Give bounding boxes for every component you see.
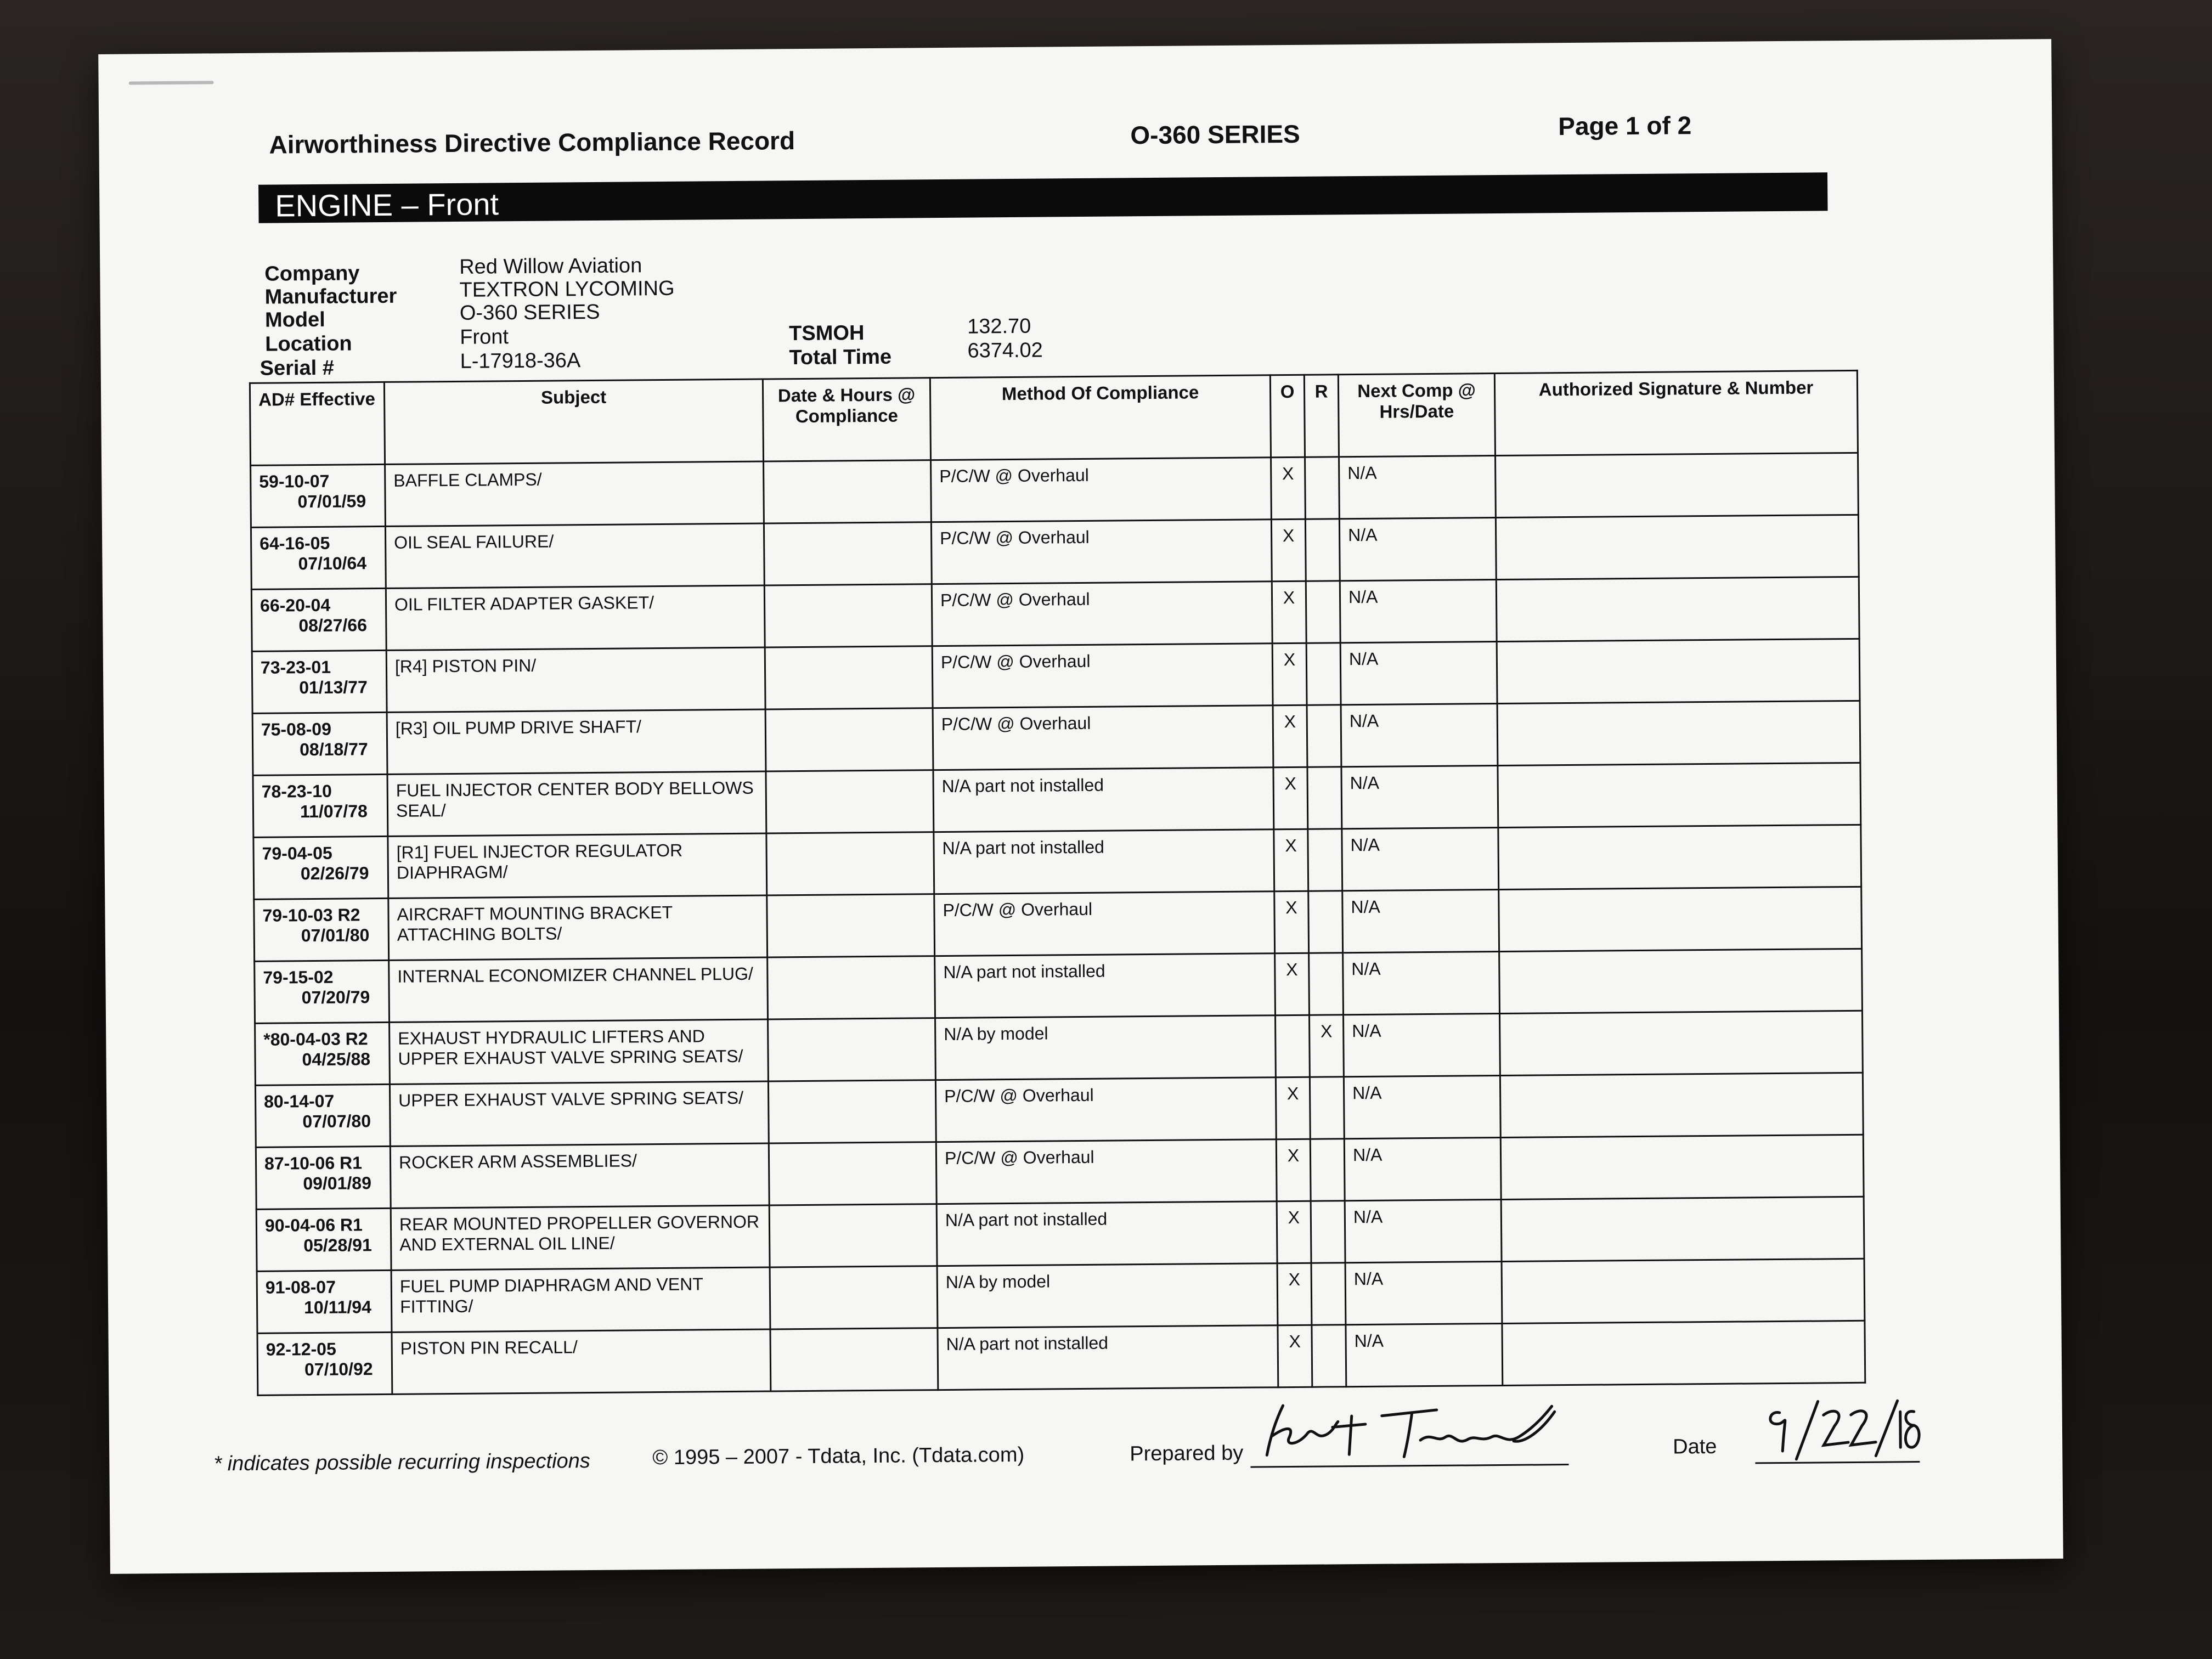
next-comp-cell: N/A (1344, 1076, 1500, 1139)
r-cell (1311, 1201, 1345, 1263)
serial-value: L-17918-36A (460, 349, 581, 373)
next-comp-cell: N/A (1343, 1014, 1500, 1077)
method-cell: P/C/W @ Overhaul (931, 458, 1272, 522)
signature-cell (1498, 825, 1861, 889)
r-cell (1308, 891, 1343, 953)
r-cell (1311, 1263, 1346, 1325)
ad-number: 87-10-06 R1 (264, 1153, 363, 1173)
o-cell: X (1271, 519, 1306, 581)
signature-cell (1496, 453, 1859, 517)
o-cell: X (1276, 1139, 1311, 1201)
next-comp-cell: N/A (1344, 1138, 1501, 1201)
method-cell: N/A part not installed (934, 830, 1274, 894)
r-cell (1307, 767, 1342, 829)
column-header-method: Method Of Compliance (930, 375, 1271, 460)
compliance-cell (768, 1080, 936, 1143)
subject-cell: EXHAUST HYDRAULIC LIFTERS AND UPPER EXHAUST VALVE SPRING SEATS/ (390, 1019, 769, 1084)
column-header-o: O (1270, 375, 1305, 457)
column-header-next-comp: Next Comp @ Hrs/Date (1338, 374, 1495, 457)
column-header-signature: Authorized Signature & Number (1494, 370, 1858, 455)
ad-cell (255, 1084, 390, 1147)
signature-cell (1498, 763, 1861, 827)
ad-compliance-table (249, 370, 1866, 1396)
compliance-cell (765, 646, 933, 709)
ad-number: 90-04-06 R1 (264, 1215, 363, 1235)
compliance-cell (770, 1266, 938, 1329)
ad-effective-date: 05/28/91 (303, 1235, 372, 1256)
signature-cell (1496, 577, 1859, 641)
compliance-cell (765, 708, 933, 771)
company-label: Company (264, 262, 360, 286)
r-cell (1310, 1139, 1345, 1201)
document-title: Airworthiness Directive Compliance Record (269, 126, 795, 159)
ad-effective-date: 07/10/92 (304, 1359, 373, 1380)
subject-cell: BAFFLE CLAMPS/ (385, 461, 764, 526)
compliance-cell (769, 1142, 936, 1205)
method-cell: P/C/W @ Overhaul (933, 706, 1273, 770)
compliance-cell (764, 522, 932, 585)
company-value: Red Willow Aviation (459, 254, 642, 279)
ad-cell (251, 526, 386, 589)
subject-cell: [R3] OIL PUMP DRIVE SHAFT/ (387, 709, 766, 774)
staple (129, 81, 214, 84)
ad-effective-date: 07/01/80 (301, 925, 370, 946)
method-cell: P/C/W @ Overhaul (932, 582, 1272, 646)
o-cell: X (1274, 829, 1308, 891)
section-title: ENGINE – Front (275, 187, 499, 223)
engine-series: O-360 SERIES (1130, 119, 1300, 150)
ad-cell (256, 1208, 391, 1271)
r-cell (1308, 829, 1342, 891)
total-time-value: 6374.02 (967, 338, 1043, 363)
model-label: Model (264, 308, 325, 332)
r-cell (1309, 953, 1344, 1015)
next-comp-cell: N/A (1346, 1323, 1503, 1386)
signature-cell (1499, 949, 1863, 1013)
column-header-subject: Subject (384, 379, 763, 464)
tsmoh-value: 132.70 (967, 314, 1031, 338)
serial-label: Serial # (259, 356, 335, 380)
next-comp-cell: N/A (1339, 518, 1496, 581)
compliance-cell (764, 584, 932, 647)
model-value: O-360 SERIES (459, 300, 600, 325)
date-label: Date (1673, 1435, 1717, 1459)
column-header-ad: AD# Effective (250, 382, 385, 465)
ad-effective-date: 01/13/77 (299, 677, 368, 698)
method-cell: N/A part not installed (935, 953, 1276, 1018)
next-comp-cell: N/A (1345, 1200, 1502, 1263)
r-cell (1305, 457, 1340, 519)
subject-cell: FUEL PUMP DIAPHRAGM AND VENT FITTING/ (391, 1267, 770, 1332)
ad-number: *80-04-03 R2 (263, 1029, 368, 1049)
o-cell: X (1275, 953, 1310, 1015)
signature-cell (1499, 1011, 1863, 1075)
next-comp-cell: N/A (1342, 828, 1499, 891)
subject-cell: ROCKER ARM ASSEMBLIES/ (390, 1143, 769, 1208)
ad-cell (251, 464, 386, 527)
ad-number: 75-08-09 (261, 719, 332, 740)
r-cell (1310, 1077, 1344, 1139)
compliance-cell (766, 832, 934, 895)
compliance-cell (767, 894, 935, 957)
ad-cell (251, 588, 386, 651)
r-cell (1307, 705, 1341, 767)
compliance-cell (766, 770, 934, 833)
page-number: Page 1 of 2 (1558, 111, 1692, 141)
ad-number: 92-12-05 (266, 1339, 336, 1359)
signature-cell (1499, 887, 1862, 951)
column-header-date-hours: Date & Hours @ Compliance (763, 378, 930, 461)
subject-cell: FUEL INJECTOR CENTER BODY BELLOWS SEAL/ (387, 771, 766, 836)
prepared-by-label: Prepared by (1130, 1441, 1244, 1466)
ad-effective-date: 08/18/77 (299, 739, 368, 760)
ad-effective-date: 07/07/80 (302, 1111, 371, 1132)
table-row (257, 1321, 1865, 1395)
copyright-notice: © 1995 – 2007 - Tdata, Inc. (Tdata.com) (652, 1443, 1025, 1470)
signature-cell (1497, 701, 1860, 765)
signature-cell (1497, 639, 1860, 703)
method-cell: N/A by model (935, 1015, 1276, 1080)
r-cell: X (1309, 1015, 1344, 1077)
compliance-cell (764, 460, 932, 523)
next-comp-cell: N/A (1341, 766, 1498, 829)
signature-cell (1500, 1073, 1863, 1137)
subject-cell: INTERNAL ECONOMIZER CHANNEL PLUG/ (389, 957, 768, 1022)
method-cell: P/C/W @ Overhaul (935, 1077, 1276, 1142)
ad-number: 78-23-10 (261, 781, 332, 802)
ad-cell (255, 960, 390, 1023)
signature-cell (1496, 515, 1859, 579)
signature-cell (1500, 1135, 1864, 1199)
compliance-cell (770, 1328, 938, 1391)
r-cell (1306, 581, 1340, 643)
ad-cell (254, 898, 389, 961)
signature-cell (1502, 1259, 1865, 1323)
subject-cell: PISTON PIN RECALL/ (392, 1329, 771, 1394)
o-cell: X (1273, 705, 1307, 767)
ad-effective-date: 02/26/79 (300, 863, 369, 884)
column-header-r: R (1304, 375, 1339, 457)
ad-cell (253, 774, 388, 837)
o-cell: X (1278, 1325, 1312, 1387)
next-comp-cell: N/A (1345, 1262, 1502, 1325)
compliance-cell (769, 1204, 937, 1267)
ad-number: 79-04-05 (262, 843, 332, 864)
method-cell: P/C/W @ Overhaul (936, 1139, 1277, 1204)
subject-cell: UPPER EXHAUST VALVE SPRING SEATS/ (390, 1081, 769, 1146)
handwritten-date (1757, 1395, 1922, 1462)
o-cell (1276, 1015, 1310, 1077)
compliance-cell (768, 1018, 936, 1081)
ad-cell (253, 836, 388, 899)
o-cell: X (1276, 1077, 1310, 1139)
signature-cell (1501, 1197, 1864, 1261)
ad-number: 91-08-07 (265, 1277, 336, 1297)
next-comp-cell: N/A (1342, 890, 1499, 953)
r-cell (1312, 1325, 1346, 1387)
method-cell: P/C/W @ Overhaul (932, 644, 1273, 708)
r-cell (1306, 643, 1341, 705)
method-cell: N/A part not installed (936, 1201, 1277, 1266)
ad-number: 64-16-05 (259, 533, 330, 554)
o-cell: X (1277, 1263, 1312, 1325)
ad-number: 79-10-03 R2 (262, 905, 360, 926)
next-comp-cell: N/A (1340, 642, 1497, 705)
ad-effective-date: 04/25/88 (302, 1049, 371, 1070)
manufacturer-label: Manufacturer (264, 284, 397, 309)
o-cell: X (1272, 643, 1307, 705)
subject-cell: REAR MOUNTED PROPELLER GOVERNOR AND EXTERNAL OIL LINE/ (391, 1205, 770, 1270)
ad-effective-date: 10/11/94 (303, 1297, 372, 1318)
ad-cell (252, 712, 387, 775)
location-label: Location (265, 332, 352, 356)
method-cell: N/A part not installed (938, 1325, 1278, 1390)
method-cell: P/C/W @ Overhaul (931, 520, 1272, 584)
method-cell: N/A by model (937, 1263, 1278, 1328)
ad-number: 73-23-01 (260, 657, 331, 678)
ad-number: 80-14-07 (264, 1091, 335, 1111)
ad-effective-date: 09/01/89 (303, 1173, 372, 1194)
ad-number: 79-15-02 (263, 967, 334, 988)
subject-cell: [R4] PISTON PIN/ (386, 647, 765, 712)
next-comp-cell: N/A (1343, 952, 1500, 1015)
ad-cell (257, 1270, 392, 1333)
ad-cell (257, 1332, 392, 1395)
signature-cell (1502, 1321, 1865, 1385)
method-cell: N/A part not installed (933, 768, 1274, 832)
o-cell: X (1272, 581, 1306, 643)
location-value: Front (460, 325, 509, 349)
ad-cell (255, 1022, 390, 1085)
section-header-bar (258, 172, 1827, 223)
ad-effective-date: 07/01/59 (297, 491, 366, 512)
ad-effective-date: 07/10/64 (298, 553, 367, 574)
manufacturer-value: TEXTRON LYCOMING (459, 276, 675, 302)
r-cell (1305, 519, 1340, 581)
ad-cell (256, 1146, 391, 1209)
tsmoh-label: TSMOH (789, 321, 865, 346)
next-comp-cell: N/A (1340, 580, 1497, 643)
subject-cell: [R1] FUEL INJECTOR REGULATOR DIAPHRAGM/ (388, 833, 767, 898)
ad-effective-date: 07/20/79 (301, 987, 370, 1008)
subject-cell: AIRCRAFT MOUNTING BRACKET ATTACHING BOLTS/ (388, 895, 768, 960)
total-time-label: Total Time (789, 345, 892, 370)
subject-cell: OIL SEAL FAILURE/ (385, 523, 764, 588)
compliance-cell (768, 956, 935, 1019)
ad-number: 66-20-04 (259, 595, 331, 616)
next-comp-cell: N/A (1339, 456, 1496, 519)
next-comp-cell: N/A (1341, 704, 1498, 767)
o-cell: X (1277, 1201, 1311, 1263)
method-cell: P/C/W @ Overhaul (934, 891, 1275, 956)
o-cell: X (1271, 457, 1306, 519)
subject-cell: OIL FILTER ADAPTER GASKET/ (386, 585, 765, 650)
o-cell: X (1274, 891, 1309, 953)
ad-number: 59-10-07 (259, 471, 330, 492)
o-cell: X (1273, 767, 1308, 829)
ad-effective-date: 11/07/78 (300, 801, 368, 822)
document-page (98, 39, 2063, 1574)
recurring-footnote: * indicates possible recurring inspections (213, 1449, 590, 1476)
table-header-row (250, 370, 1858, 465)
handwritten-signature (1255, 1392, 1563, 1466)
ad-cell (252, 650, 387, 713)
ad-effective-date: 08/27/66 (298, 615, 368, 636)
